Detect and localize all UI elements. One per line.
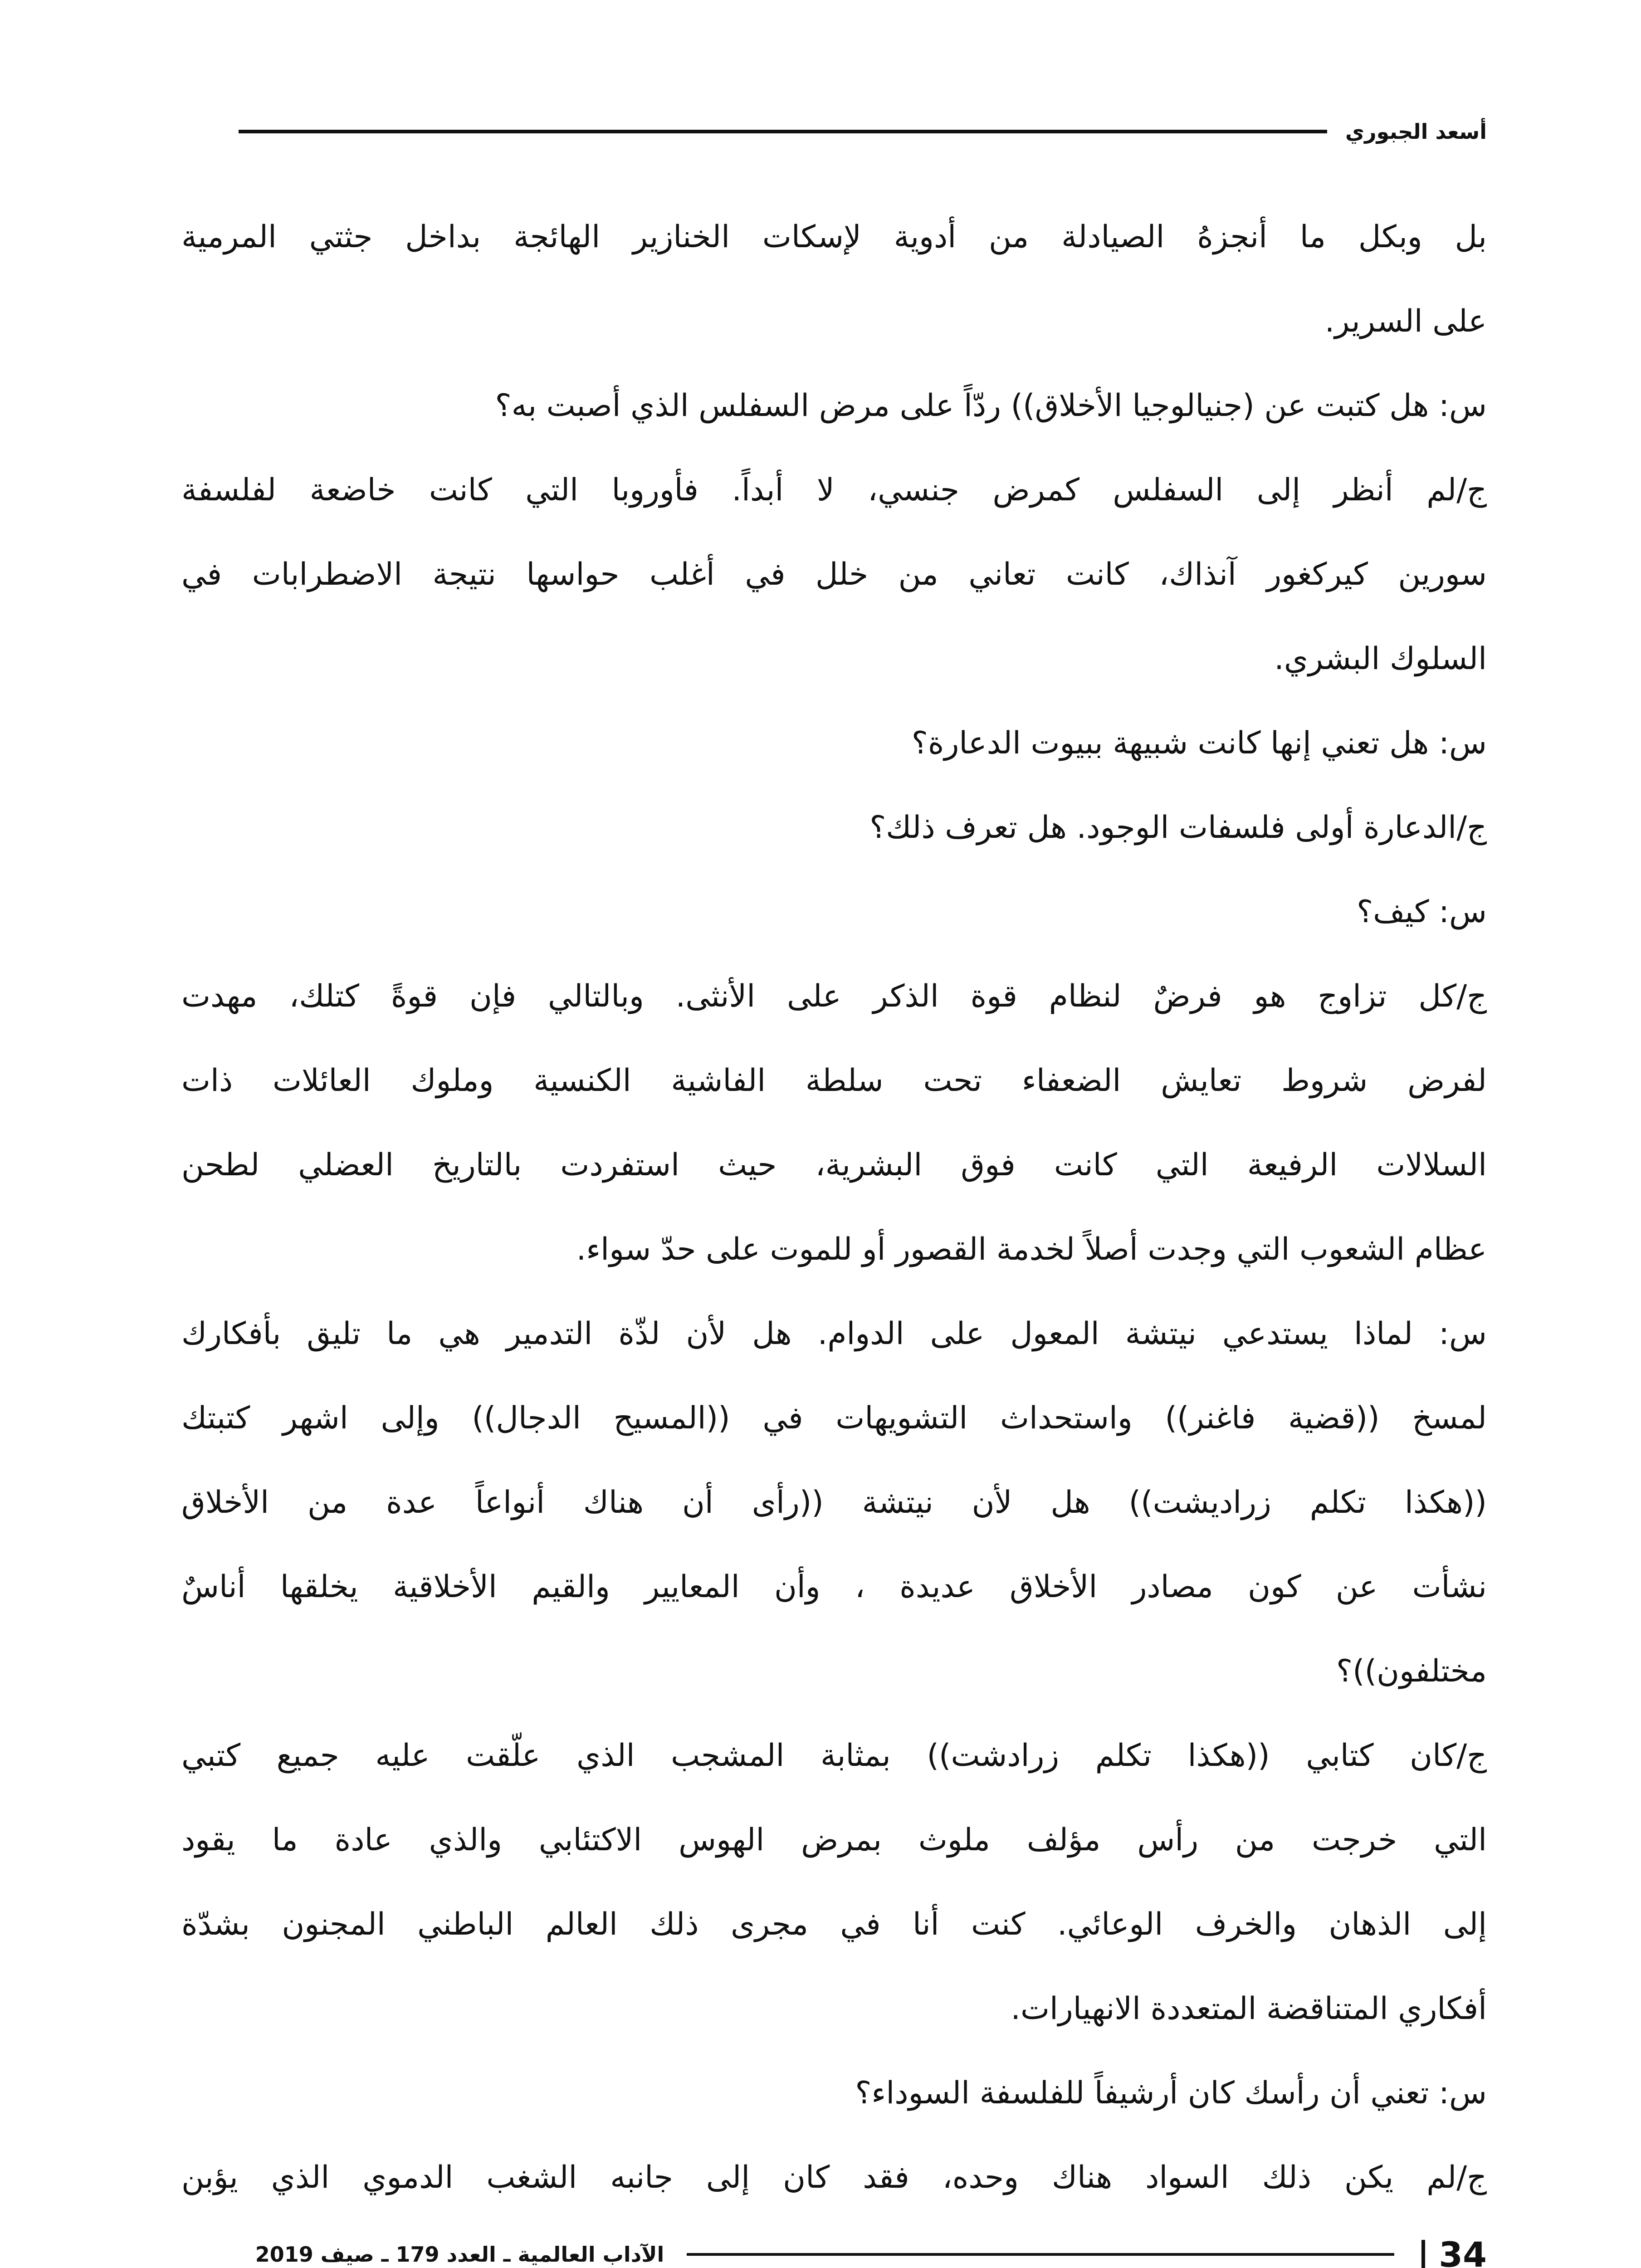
journal-issue: الآداب العالمية ـ العدد 179 ـ صيف 2019 — [255, 2242, 664, 2267]
text-line: ج/لم أنظر إلى السفلس كمرض جنسي، لا أبداً. فأوروبا التي كانت خاضعة لفلسفة — [181, 472, 1487, 508]
text-line: ج/كل تزاوج هو فرضٌ لنظام قوة الذكر على الأنثى. وبالتالي فإن قوةً كتلك، مهدت — [181, 978, 1487, 1014]
text-line: س: هل تعني إنها كانت شبيهة ببيوت الدعارة؟ — [911, 725, 1487, 761]
page-footer — [181, 2232, 1487, 2268]
text-line: على السرير. — [1324, 303, 1487, 339]
footer-rule — [687, 2253, 1394, 2256]
text-line: أفكاري المتناقضة المتعددة الانهيارات. — [1011, 1991, 1487, 2027]
text-line: س: لماذا يستدعي نيتشة المعول على الدوام. هل لأن لذّة التدمير هي ما تليق بأفكارك — [181, 1316, 1487, 1352]
text-line: ج/لم يكن ذلك السواد هناك وحده، فقد كان إلى جانبه الشغب الدموي الذي يؤبن — [181, 2160, 1487, 2195]
text-line: سورين كيركغور آنذاك، كانت تعاني من خلل في أغلب حواسها نتيجة الاضطرابات في — [181, 557, 1487, 592]
running-header — [181, 113, 1487, 150]
text-line: لفرض شروط تعايش الضعفاء تحت سلطة الفاشية الكنسية وملوك العائلات ذات — [181, 1063, 1487, 1099]
text-line: نشأت عن كون مصادر الأخلاق عديدة ، وأن المعايير والقيم الأخلاقية يخلقها أناسٌ — [181, 1569, 1487, 1605]
text-line: التي خرجت من رأس مؤلف ملوث بمرض الهوس الاكتئابي والذي عادة ما يقود — [181, 1822, 1487, 1858]
text-line: ج/الدعارة أولى فلسفات الوجود. هل تعرف ذلك؟ — [869, 810, 1487, 846]
text-line: السلالات الرفيعة التي كانت فوق البشرية، حيث استفردت بالتاريخ العضلي لطحن — [181, 1147, 1487, 1183]
page-number-divider — [1421, 2240, 1425, 2268]
text-line: س: كيف؟ — [1357, 894, 1487, 930]
header-rule — [239, 130, 1327, 133]
text-line: إلى الذهان والخرف الوعائي. كنت أنا في مجرى ذلك العالم الباطني المجنون بشدّة — [181, 1906, 1487, 1942]
header-author: أسعد الجبوري — [1345, 119, 1487, 144]
text-line: ((هكذا تكلم زراديشت)) هل لأن نيتشة ((رأى أن هناك أنواعاً عدة من الأخلاق — [181, 1485, 1487, 1520]
text-line: لمسخ ((قضية فاغنر)) واستحداث التشويهات في ((المسيح الدجال)) وإلى اشهر كتبتك — [181, 1400, 1487, 1436]
text-line: بل وبكل ما أنجزهُ الصيادلة من أدوية لإسكات الخنازير الهائجة بداخل جثتي المرمية — [181, 219, 1487, 255]
text-line: س: هل كتبت عن (جنيالوجيا الأخلاق)) ردّاً على مرض السفلس الذي أصبت به؟ — [495, 388, 1487, 424]
text-line: ج/كان كتابي ((هكذا تكلم زرادشت)) بمثابة المشجب الذي علّقت عليه جميع كتبي — [181, 1738, 1487, 1774]
body-text — [181, 195, 1487, 2220]
text-line: س: تعني أن رأسك كان أرشيفاً للفلسفة السوداء؟ — [855, 2075, 1487, 2111]
text-line: السلوك البشري. — [1274, 641, 1487, 677]
text-line: عظام الشعوب التي وجدت أصلاً لخدمة القصور أو للموت على حدّ سواء. — [576, 1232, 1487, 1267]
text-line: مختلفون))؟ — [1336, 1653, 1487, 1689]
page-number: 34 — [1439, 2234, 1487, 2268]
